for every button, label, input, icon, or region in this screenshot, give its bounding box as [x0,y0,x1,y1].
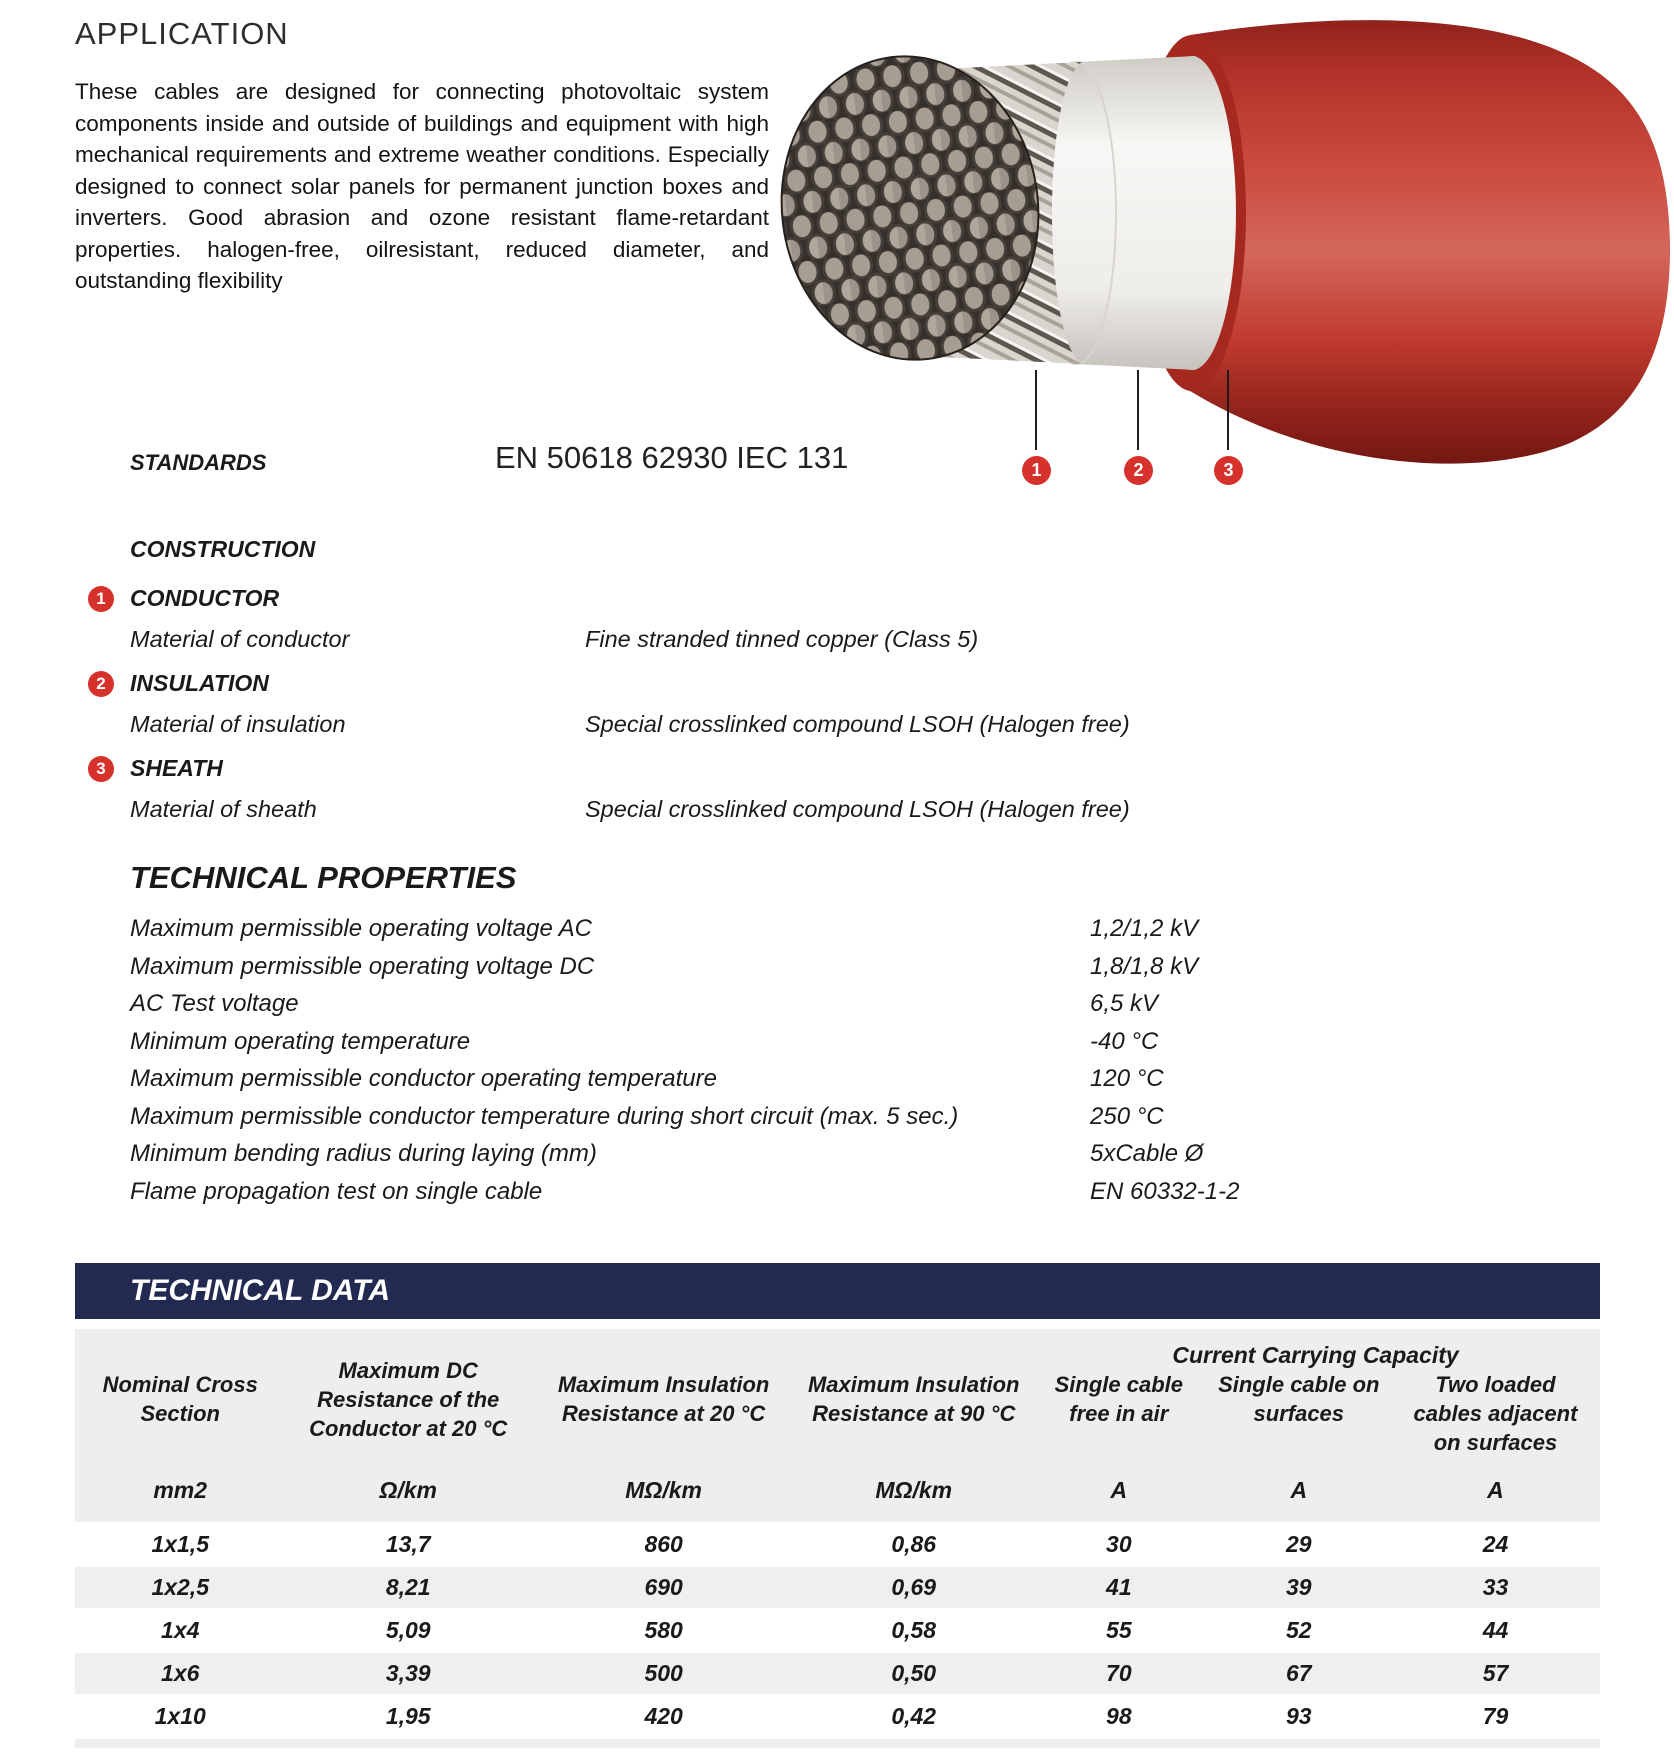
technical-properties-title: TECHNICAL PROPERTIES [130,860,517,895]
table-cell: 690 [644,1574,683,1600]
construction-property-row [130,710,1225,738]
property-label: AC Test voltage [130,990,299,1017]
property-value: 250 °C [1090,1102,1164,1130]
table-cell: 93 [1285,1703,1312,1729]
property-row [130,1023,1550,1061]
property-value: 1,2/1,2 kV [1090,915,1199,942]
table-cell: 580 [644,1617,683,1643]
technical-data-title: TECHNICAL DATA [130,1274,390,1307]
table-cell: 41 [1106,1574,1132,1600]
property-row [130,1173,1550,1211]
construction-property-label: Material of conductor [130,626,350,652]
application-title: APPLICATION [75,16,289,51]
table-units-row [75,1457,1600,1522]
unit-cell: Ω/km [379,1477,437,1503]
property-value: 6,5 kV [1090,990,1159,1017]
table-cell: 1x2,5 [151,1574,209,1600]
technical-data-section [75,1263,1600,1748]
column-header: Single cable on surfaces [1218,1372,1380,1426]
numbered-badge-1: 1 [88,586,114,612]
unit-cell: mm2 [153,1477,208,1503]
table-row [75,1522,1600,1565]
table-cell: 13,7 [385,1531,431,1557]
property-label: Maximum permissible conductor operating temperature [130,1065,717,1092]
column-header: Maximum Insulation Resistance at 90 °C [807,1372,1020,1426]
construction-item-heading-row [75,670,1225,697]
figure-marker-number: 1 [1031,460,1042,480]
unit-cell: MΩ/km [875,1477,953,1503]
figure-marker-number: 3 [1223,460,1234,480]
property-row [130,1060,1550,1098]
unit-cell: A [1487,1477,1504,1503]
property-value: 120 °C [1090,1065,1164,1092]
construction-property-label: Material of insulation [130,711,346,737]
table-cell: 67 [1285,1660,1312,1686]
table-cell: 57 [1482,1660,1509,1686]
table-cell: 500 [644,1660,683,1686]
table-cell: 98 [1106,1703,1132,1729]
table-row [75,1651,1600,1694]
leader-line-conductor [1035,370,1037,450]
construction-item-insulation [75,670,1225,738]
numbered-badge-2: 2 [88,671,114,697]
unit-cell: A [1290,1477,1308,1503]
table-row [75,1608,1600,1651]
figure-marker-number: 2 [1133,460,1144,480]
construction-item-heading: SHEATH [130,755,223,781]
table-cell: 39 [1285,1574,1312,1600]
property-row [130,910,1550,948]
cable-figure [760,18,1674,494]
standards-label: STANDARDS [130,450,267,475]
column-group-header: Current Carrying Capacity [1172,1342,1459,1368]
application-body: These cables are designed for connecting photovoltaic system components inside and outside of buildings and equipment with high mechanical requirements and extreme weather conditions. Especially designed to connect solar panels for permanent junction boxes and inverters. Good abrasion and ozone resistant flame-retardant properties. halogen-free, oilresistant, reduced diameter, and outstanding flexibility [75,79,769,293]
property-label: Minimum bending radius during laying (mm) [130,1140,597,1167]
table-cell: 79 [1482,1703,1509,1729]
table-cell: 1x10 [154,1703,206,1729]
construction-item-conductor [75,585,1225,653]
table-cell: 55 [1106,1617,1132,1643]
column-header: Single cable free in air [1054,1372,1184,1426]
table-bottom-strip [75,1739,1600,1748]
construction-item-heading-row [75,585,1225,612]
table-cell: 1x6 [161,1660,200,1686]
table-cell: 0,58 [891,1617,937,1643]
table-cell: 1x1,5 [151,1531,209,1557]
technical-data-header-bar [75,1263,1600,1319]
construction-property-row [130,795,1225,823]
property-value: 5xCable Ø [1090,1140,1204,1167]
table-row [75,1565,1600,1608]
property-value: 1,8/1,8 kV [1090,952,1199,980]
property-row [130,1135,1550,1173]
construction-item-heading: CONDUCTOR [130,585,280,611]
column-header: Maximum DC Resistance of the Conductor at 20 °C [309,1357,508,1441]
table-row [75,1694,1600,1737]
unit-cell: MΩ/km [625,1477,702,1503]
property-row [130,948,1550,986]
standards-value: EN 50618 62930 IEC 131 [495,440,849,475]
property-label: Flame propagation test on single cable [130,1177,543,1205]
construction-item-heading-row [75,755,1225,782]
table-cell: 1x4 [161,1617,200,1643]
table-cell: 24 [1482,1531,1509,1557]
figure-marker-conductor [1022,456,1051,485]
table-cell: 5,09 [385,1617,431,1643]
construction-property-value: Special crosslinked compound LSOH (Halogen free) [585,796,1130,822]
construction-property-label: Material of sheath [130,796,317,822]
table-cell: 0,42 [891,1703,937,1729]
property-label: Maximum permissible operating voltage DC [130,952,595,980]
construction-property-value: Fine stranded tinned copper (Class 5) [585,626,979,652]
construction-title: CONSTRUCTION [130,536,316,562]
table-cell: 70 [1106,1660,1132,1686]
property-label: Minimum operating temperature [130,1027,471,1055]
table-cell: 0,69 [891,1574,937,1600]
table-cell: 1,95 [385,1703,431,1729]
construction-item-heading: INSULATION [130,670,269,696]
table-cell: 8,21 [385,1574,431,1600]
construction-item-sheath [75,755,1225,823]
technical-properties-section [130,860,1550,1210]
construction-property-value: Special crosslinked compound LSOH (Halogen free) [585,711,1130,737]
table-cell: 52 [1285,1617,1312,1643]
leader-line-sheath [1227,370,1229,450]
property-row [130,1098,1550,1136]
table-cell: 420 [644,1703,683,1729]
construction-section [75,536,1225,840]
property-value: EN 60332-1-2 [1090,1177,1240,1205]
table-cell: 30 [1106,1531,1132,1557]
unit-cell: A [1110,1477,1128,1503]
cable-illustration [760,18,1674,488]
table-cell: 29 [1285,1531,1312,1557]
table-header-block [75,1329,1600,1522]
table-cell: 0,50 [891,1660,937,1686]
figure-marker-insulation [1124,456,1153,485]
table-cell: 33 [1482,1574,1509,1600]
figure-marker-sheath [1214,456,1243,485]
numbered-badge-3: 3 [88,756,114,782]
construction-property-row [130,625,1225,653]
property-label: Maximum permissible operating voltage AC [130,915,592,942]
property-value: -40 °C [1090,1027,1159,1055]
table-cell: 3,39 [385,1660,431,1686]
property-label: Maximum permissible conductor temperature during short circuit (max. 5 sec.) [130,1102,959,1130]
application-section [75,16,769,297]
property-row [130,985,1550,1023]
column-header: Maximum Insulation Resistance at 20 °C [557,1372,770,1426]
leader-line-insulation [1137,370,1139,450]
table-cell: 44 [1482,1617,1509,1643]
table-cell: 0,86 [891,1531,937,1557]
table-header-grid [75,1341,1600,1457]
table-cell: 860 [644,1531,683,1557]
column-header: Nominal Cross Section [102,1372,258,1426]
column-header: Two loaded cables adjacent on surfaces [1413,1372,1578,1455]
